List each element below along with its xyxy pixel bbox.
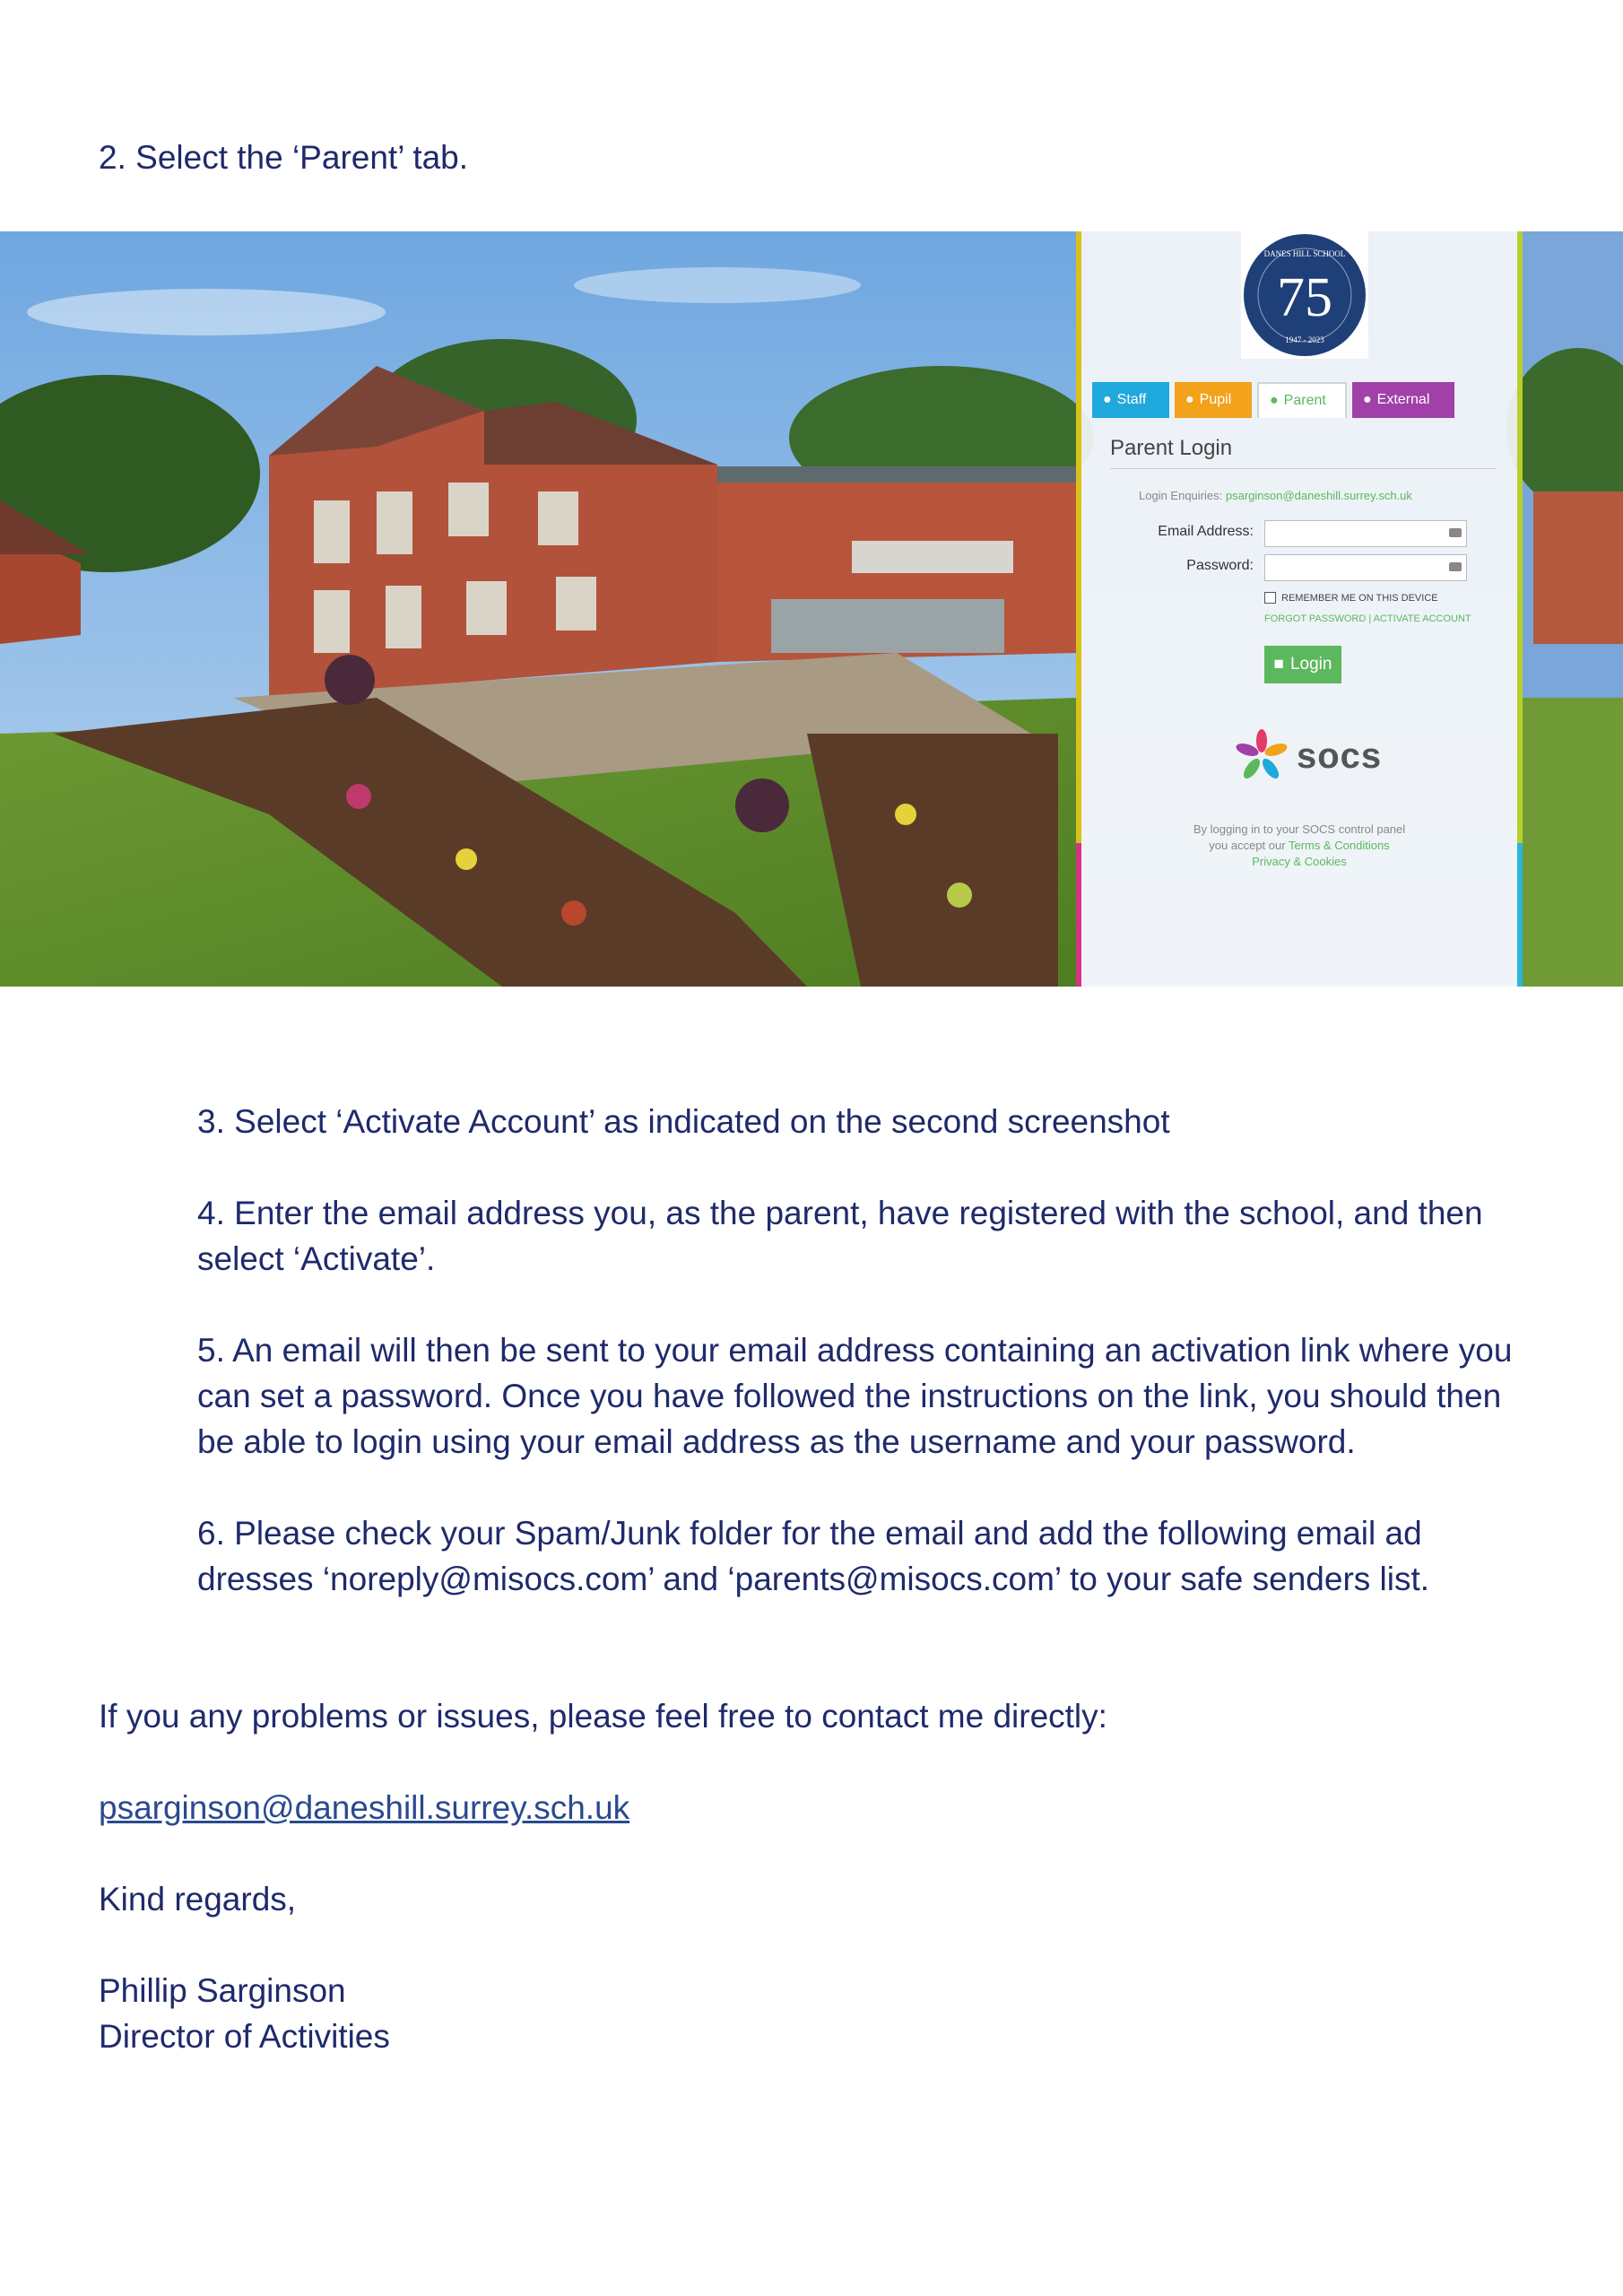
enquiries-label: Login Enquiries:	[1139, 489, 1223, 502]
terms-link[interactable]: Terms & Conditions	[1288, 839, 1390, 852]
login-panel	[1076, 231, 1523, 987]
keyboard-icon	[1449, 528, 1462, 537]
login-screenshot	[0, 231, 1623, 987]
closing-section	[99, 1693, 1533, 2059]
login-button-label: Login	[1289, 655, 1332, 674]
crest-years: 1947 - 2023	[1285, 335, 1324, 344]
user-icon: ●	[1363, 392, 1372, 407]
crest-top-text: DANES HILL SCHOOL	[1263, 249, 1346, 258]
step-4-text: 4. Enter the email address you, as the parent, have registered with the school, and then select ‘Activate’.	[197, 1195, 1483, 1277]
login-tabs	[1092, 382, 1454, 418]
keyboard-icon	[1449, 562, 1462, 571]
tab-staff[interactable]	[1092, 382, 1169, 418]
remember-me[interactable]	[1264, 592, 1438, 604]
privacy-link[interactable]: Privacy & Cookies	[1252, 855, 1347, 868]
forgot-password-link[interactable]: FORGOT PASSWORD	[1264, 613, 1367, 624]
tab-external[interactable]	[1352, 382, 1454, 418]
crest-number: 75	[1277, 267, 1332, 328]
contact-email-link[interactable]: psarginson@daneshill.surrey.sch.uk	[99, 1789, 630, 1826]
enquiries-email-link[interactable]: psarginson@daneshill.surrey.sch.uk	[1225, 489, 1412, 502]
signature-name: Phillip Sarginson	[99, 1972, 346, 2009]
login-title: Parent Login	[1110, 436, 1233, 460]
contact-line: If you any problems or issues, please feel free to contact me directly:	[99, 1698, 1107, 1735]
signature-title: Director of Activities	[99, 2018, 390, 2055]
user-icon: ●	[1103, 392, 1112, 407]
socs-wordmark: socs	[1297, 735, 1383, 776]
email-label: Email Address:	[1158, 524, 1254, 539]
socs-logo	[1234, 728, 1382, 784]
step-6-text: 6. Please check your Spam/Junk folder for the email and add the following email ad dresses ‘noreply@misocs.com’ and ‘parents@misocs.com’ to your safe senders list.	[197, 1515, 1430, 1597]
sign-off: Kind regards,	[99, 1881, 297, 1918]
activate-account-link[interactable]: ACTIVATE ACCOUNT	[1373, 613, 1471, 624]
tab-parent[interactable]	[1257, 382, 1347, 418]
panel-accent-right	[1517, 843, 1523, 987]
password-label: Password:	[1186, 558, 1254, 573]
user-icon: ●	[1270, 393, 1279, 408]
terms-line-2: you accept our	[1209, 839, 1286, 852]
tab-parent-label: Parent	[1283, 393, 1326, 408]
terms-notice	[1081, 822, 1517, 870]
login-enquiries	[1139, 489, 1412, 502]
step-5-text: 5. An email will then be sent to your email address containing an activation link where you can set a password. Once you have followed the instructions on the link, you should then be able to login using your email address as the username and your password.	[197, 1332, 1513, 1460]
account-links	[1264, 613, 1471, 624]
terms-line-1: By logging in to your SOCS control panel	[1193, 822, 1406, 836]
email-field[interactable]	[1264, 520, 1467, 547]
lock-icon: ■	[1273, 655, 1284, 674]
login-button[interactable]	[1264, 646, 1341, 683]
link-separator: |	[1368, 613, 1374, 624]
tab-staff-label: Staff	[1116, 392, 1147, 407]
remember-checkbox[interactable]	[1264, 592, 1276, 604]
remember-label: REMEMBER ME ON THIS DEVICE	[1281, 592, 1438, 604]
tab-pupil-label: Pupil	[1199, 392, 1232, 407]
instruction-steps	[197, 1099, 1524, 1648]
step-2-text: 2. Select the ‘Parent’ tab.	[99, 139, 469, 176]
school-crest-logo	[1241, 231, 1368, 359]
tab-external-label: External	[1376, 392, 1430, 407]
socs-flower-icon	[1234, 728, 1289, 784]
user-icon: ●	[1185, 392, 1194, 407]
step-3-text: 3. Select ‘Activate Account’ as indicated on the second screenshot	[197, 1103, 1170, 1140]
tab-pupil[interactable]	[1175, 382, 1252, 418]
password-field[interactable]	[1264, 554, 1467, 581]
title-divider	[1110, 468, 1496, 469]
